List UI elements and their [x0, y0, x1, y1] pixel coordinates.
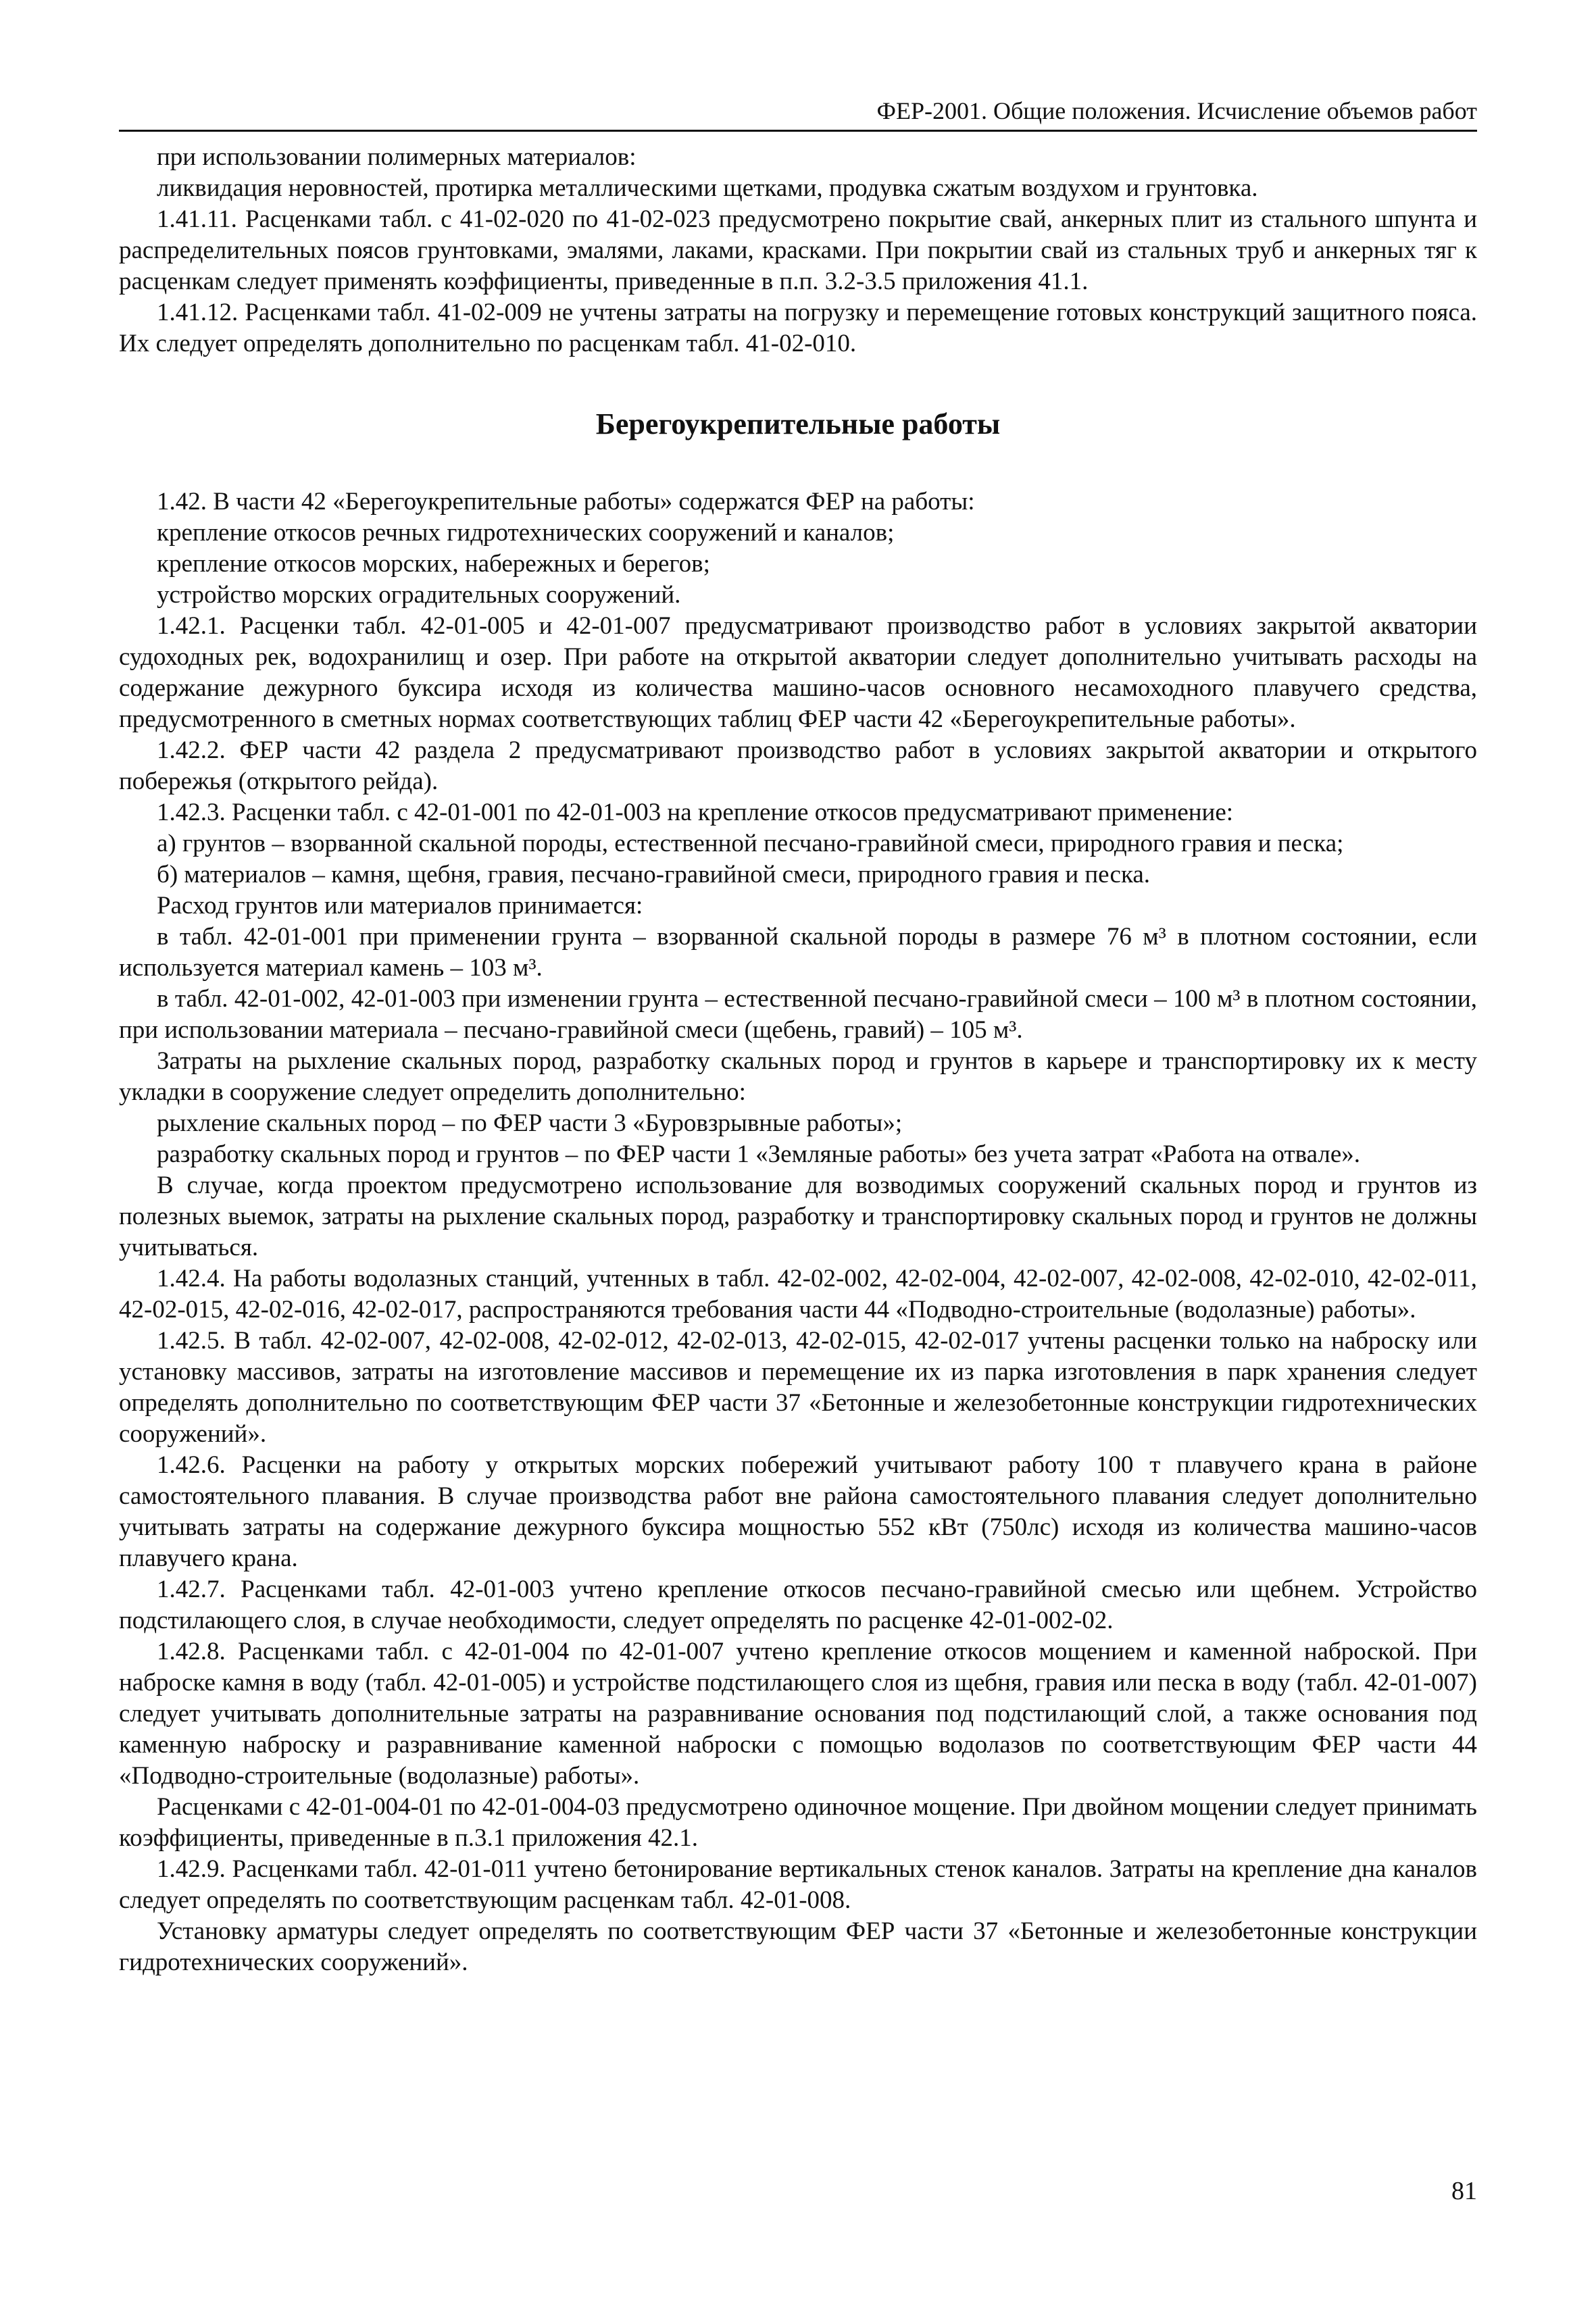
paragraph: рыхление скальных пород – по ФЕР части 3 «Буровзрывные работы»;	[157, 1109, 903, 1137]
list-item: устройство морских оградительных сооружений.	[157, 581, 681, 609]
paragraph: 1.41.12. Расценками табл. 41-02-009 не учтены затраты на погрузку и перемещение готовых конструкций защитного пояса. Их следует определять дополнительно по расценкам табл. 41-02-010.	[119, 299, 1477, 357]
paragraph: В случае, когда проектом предусмотрено использование для возводимых сооружений скальных пород и грунтов из полезных выемок, затраты на рыхление скальных пород, разработку и транспортировку скальных пород и грунтов не должны учитываться.	[119, 1172, 1477, 1261]
paragraph: в табл. 42-01-001 при применении грунта – взорванной скальной породы в размере 76 м³ в плотном состоянии, если используется материал камень – 103 м³.	[119, 923, 1477, 982]
page-body	[119, 142, 1477, 1978]
paragraph: в табл. 42-01-002, 42-01-003 при изменении грунта – естественной песчано-гравийной смеси – 100 м³ в плотном состоянии, при использовании материала – песчано-гравийной смеси (щебень, гравий) – 105 м³.	[119, 985, 1477, 1044]
paragraph: ликвидация неровностей, протирка металлическими щетками, продувка сжатым воздухом и грунтовка.	[157, 174, 1258, 202]
paragraph: 1.42. В части 42 «Берегоукрепительные работы» содержатся ФЕР на работы:	[157, 488, 975, 515]
paragraph: Затраты на рыхление скальных пород, разработку скальных пород и грунтов в карьере и транспортировку их к месту укладки в сооружение следует определить дополнительно:	[119, 1047, 1477, 1106]
paragraph: 1.42.8. Расценками табл. с 42-01-004 по 42-01-007 учтено крепление откосов мощением и каменной наброской. При наброске камня в воду (табл. 42-01-005) и устройстве подстилающего слоя из щебня, гравия или песка в воду (табл. 42-01-007) следует учитывать дополнительные затраты на разравнивание основания под подстилающий слой, а также основания под каменную наброску и разравнивание каменной наброски с помощью водолазов по соответствующим ФЕР части 44 «Подводно-строительные (водолазные) работы».	[119, 1638, 1477, 1790]
paragraph: 1.42.6. Расценки на работу у открытых морских побережий учитывают работу 100 т плавучего крана в районе самостоятельного плавания. В случае производства работ вне района самостоятельного плавания следует дополнительно учитывать затраты на содержание дежурного буксира мощностью 552 кВт (750лс) исходя из количества машино-часов плавучего крана.	[119, 1451, 1477, 1572]
paragraph: при использовании полимерных материалов:	[157, 143, 637, 171]
paragraph: Установку арматуры следует определять по соответствующим ФЕР части 37 «Бетонные и железобетонные конструкции гидротехнических сооружений».	[119, 1917, 1477, 1976]
paragraph: разработку скальных пород и грунтов – по ФЕР части 1 «Земляные работы» без учета затрат «Работа на отвале».	[157, 1140, 1361, 1168]
paragraph: 1.41.11. Расценками табл. с 41-02-020 по 41-02-023 предусмотрено покрытие свай, анкерных плит из стального шпунта и распределительных поясов грунтовками, эмалями, лаками, красками. При покрытии свай из стальных труб и анкерных тяг к расценкам следует применять коэффициенты, приведенные в п.п. 3.2-3.5 приложения 41.1.	[119, 205, 1477, 295]
running-header: ФЕР-2001. Общие положения. Исчисление объемов работ	[119, 95, 1477, 132]
page-number: 81	[1451, 2177, 1477, 2205]
list-item: б) материалов – камня, щебня, гравия, песчано-гравийной смеси, природного гравия и песка.	[157, 861, 1151, 888]
paragraph: 1.42.7. Расценками табл. 42-01-003 учтено крепление откосов песчано-гравийной смесью или щебнем. Устройство подстилающего слоя, в случае необходимости, следует определять по расценке 42-01-002-02.	[119, 1576, 1477, 1634]
paragraph: 1.42.4. На работы водолазных станций, учтенных в табл. 42-02-002, 42-02-004, 42-02-007, 42-02-008, 42-02-010, 42-02-011, 42-02-015, 42-02-016, 42-02-017, распространяются требования части 44 «Подводно-строительные (водолазные) работы».	[119, 1265, 1477, 1324]
paragraph: 1.42.2. ФЕР части 42 раздела 2 предусматривают производство работ в условиях закрытой акватории и открытого побережья (открытого рейда).	[119, 736, 1477, 795]
paragraph: 1.42.1. Расценки табл. 42-01-005 и 42-01-007 предусматривают производство работ в условиях закрытой акватории судоходных рек, водохранилищ и озер. При работе на открытой акватории следует дополнительно учитывать расходы на содержание дежурного буксира исходя из количества машино-часов основного несамоходного плавучего средства, предусмотренного в сметных нормах соответствующих таблиц ФЕР части 42 «Берегоукрепительные работы».	[119, 612, 1477, 733]
paragraph: 1.42.9. Расценками табл. 42-01-011 учтено бетонирование вертикальных стенок каналов. Затраты на крепление дна каналов следует определять по соответствующим расценкам табл. 42-01-008.	[119, 1855, 1477, 1914]
paragraph: 1.42.5. В табл. 42-02-007, 42-02-008, 42-02-012, 42-02-013, 42-02-015, 42-02-017 учтены расценки только на наброску или установку массивов, затраты на изготовление массивов и перемещение их из парка изготовления в парк хранения следует определять дополнительно по соответствующим ФЕР части 37 «Бетонные и железобетонные конструкции гидротехнических сооружений».	[119, 1327, 1477, 1448]
list-item: а) грунтов – взорванной скальной породы, естественной песчано-гравийной смеси, природного гравия и песка;	[157, 830, 1344, 857]
paragraph: Расход грунтов или материалов принимается:	[157, 892, 643, 920]
list-item: крепление откосов морских, набережных и берегов;	[157, 550, 710, 578]
list-item: крепление откосов речных гидротехнических сооружений и каналов;	[157, 519, 895, 547]
paragraph: Расценками с 42-01-004-01 по 42-01-004-03 предусмотрено одиночное мощение. При двойном мощении следует принимать коэффициенты, приведенные в п.3.1 приложения 42.1.	[119, 1793, 1477, 1852]
paragraph: 1.42.3. Расценки табл. с 42-01-001 по 42-01-003 на крепление откосов предусматривают применение:	[157, 799, 1234, 826]
section-title: Берегоукрепительные работы	[595, 407, 1001, 441]
